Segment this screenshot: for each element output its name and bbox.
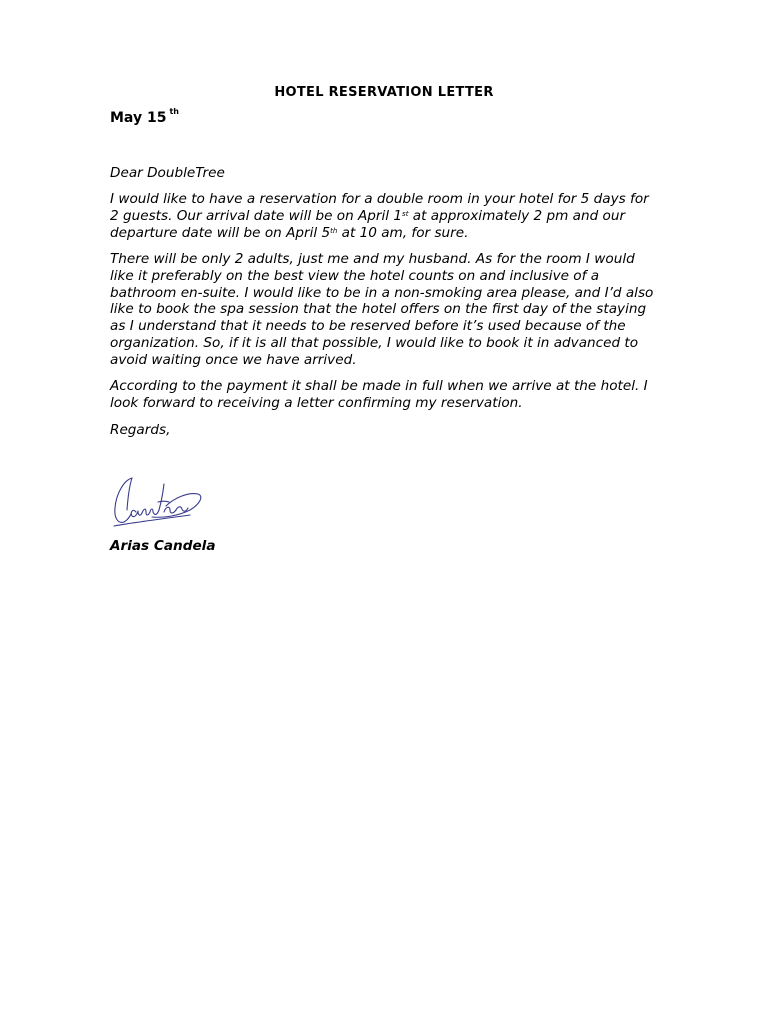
closing: Regards, [110,422,171,438]
date-text: May 15 [110,110,167,126]
paragraph-payment: According to the payment it shall be made in full when we arrive at the hotel. I look forward to receiving a letter confirming my reservation. [110,378,648,411]
sender-name: Arias Candela [110,538,216,554]
paragraph-room-details: There will be only 2 adults, just me and my husband. As for the room I would like it preferably on the best view the hotel counts on and inclusive of a bathroom en-suite. I would like to be in a non-smoking area please, and I’d also like to book the spa session that the hotel offers on the first day of the staying as I understand that it needs to be reserved before it’s used because of the organization. So, if it is all that possible, I would like to book it in advanced to avoid waiting once we have arrived. [110,251,654,368]
departure-date-suffix: th [330,226,338,235]
date-suffix: th [169,107,179,116]
paragraph-reservation-part2: at approximately 2 pm and our departure date will be on April 5 [110,207,626,241]
arrival-date-suffix: st [402,209,409,218]
letter-title: HOTEL RESERVATION LETTER [274,85,494,100]
handwritten-signature [106,470,206,532]
paragraph-reservation [110,191,658,241]
paragraph-reservation-part1: I would like to have a reservation for a double room in your hotel for 5 days for 2 guests. Our arrival date will be on April 1 [110,191,649,224]
paragraph-reservation-part3: at 10 am, for sure. [337,224,469,241]
greeting: Dear DoubleTree [110,165,225,181]
letter-date [110,107,179,126]
